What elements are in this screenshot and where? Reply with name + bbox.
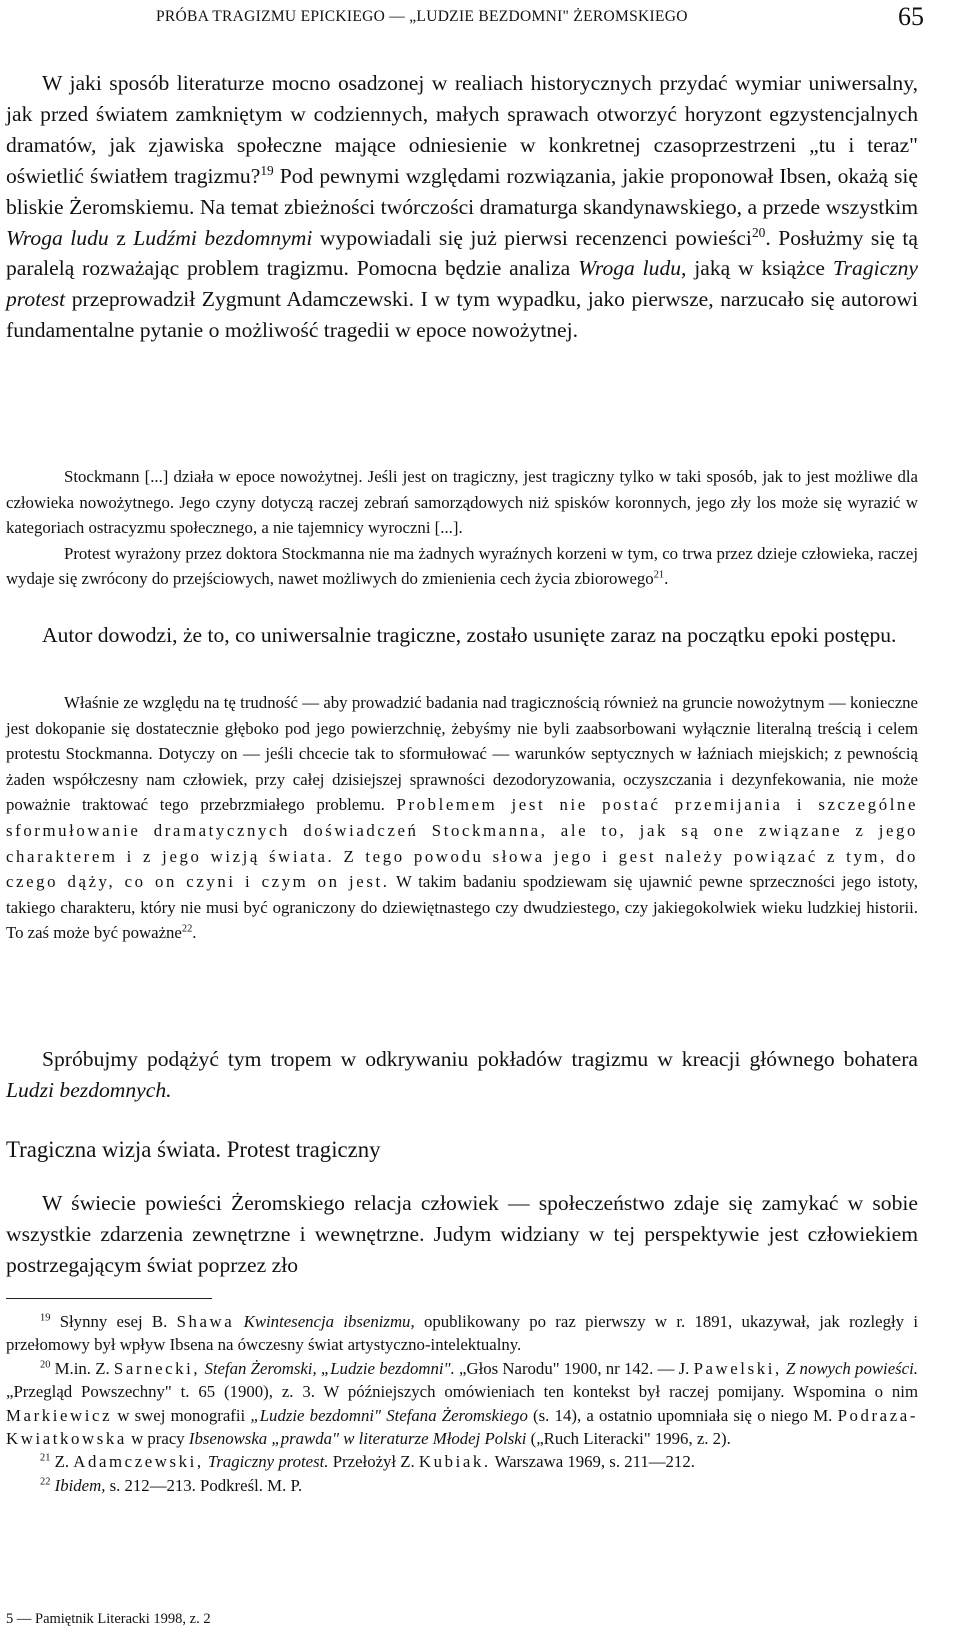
footnotes — [6, 1310, 918, 1497]
block-quote-1 — [6, 464, 918, 592]
paragraph-1: W jaki sposób literaturze mocno osadzonej w realiach historycznych przydać wymiar uniwersalny, jak przed światem zamkniętym w codziennych, małych sprawach otworzyć horyzont egzystencjalnych dramatów, jak zjawiska społeczne mające odniesienie w konkretnej czasoprzestrzeni „tu i teraz" oświetlić światłem tragizmu?$^{19}$ Pod pewnymi względami rozwiązania, jakie proponował Ibsen, okażą się bliskie Żeromskiemu. Na temat zbieżności twórczości dramaturga skandynawskiego, a przede wszystkim Wroga ludu z Ludźmi bezdomnymi wypowiadali się już pierwsi recenzenci powieści$^{20}$. Posłużmy się tą paralelą rozważając problem tragizmu. Pomocna będzie analiza Wroga ludu, jaką w książce Tragiczny protest przeprowadził Zygmunt Adamczewski. I w tym wypadku, jako pierwsze, narzucało się autorowi fundamentalne pytanie o możliwość tragedii w epoce nowożytnej. — [6, 71, 918, 343]
page-number: 65 — [898, 2, 924, 31]
paragraph-2: Autor dowodzi, że to, co uniwersalnie tragiczne, zostało usunięte zaraz na początku epoki postępu. — [42, 623, 897, 647]
footnote-ref-20[interactable]: 20 — [751, 224, 766, 240]
section-heading: Tragiczna wizja świata. Protest tragiczny — [6, 1137, 381, 1162]
footnote-20: $^{20}$ M.in. Z. Sarnecki, Stefan Żeromski, „Ludzie bezdomni". „Głos Narodu" 1900, nr 142. — J. Pawelski, Z nowych powieści. „Przegląd Powszechny" t. 65 (1900), z. 3. W późniejszych omówieniach ten kontekst był raczej pomijany. Wspomina o nim Markiewicz w swej monografii „Ludzie bezdomni" Stefana Żeromskiego (s. 14), a ostatnio upomniała się o niego M. Podraza-Kwiatkowska w pracy Ibsenowska „prawda" w literaturze Młodej Polski („Ruch Literacki" 1996, z. 2). — [6, 1358, 919, 1449]
quote-1-paragraph-1: Stockmann [...] działa w epoce nowożytnej. Jeśli jest on tragiczny, jest tragiczny tylko w taki sposób, jak to jest możliwe dla człowieka nowożytnego. Jego czyny dotyczą raczej zebrań samorządowych niż spisków koronnych, jego zły los może się wyrazić w kategoriach ostracyzmu społecznego, a nie tajemnicy wyroczni [...]. — [6, 467, 918, 538]
footnote-21: $^{21}$ Z. Adamczewski, Tragiczny protest. Przełożył Z. Kubiak. Warszawa 1969, s. 211—212. — [40, 1452, 695, 1472]
footnote-22: $^{22}$ Ibidem, s. 212—213. Podkreśl. M. P. — [40, 1475, 303, 1495]
footnote-ref-19[interactable]: 19 — [260, 162, 274, 178]
quote-2-paragraph: Właśnie ze względu na tę trudność — aby prowadzić badania nad tragicznością również na gruncie nowożytnym — konieczne jest dokopanie się dostatecznie głęboko pod jego powierzchnię, żebyśmy nie byli zaabsorbowani wyłącznie literalną treścią i celem protestu Stockmanna. Dotyczy on — jeśli chcecie tak to sformułować — warunków septycznych w łaźniach miejskich; z pewnością żaden współczesny nam człowiek, przy całej dzisiejszej sprawności dezodoryzowania, oczyszczania i dezynfekowania, nie może poważnie traktować tego przebrzmiałego problemu. Problemem jest nie postać przemijania i szczególne sformułowanie dramatycznych doświadczeń Stockmanna, ale to, jak są one związane z jego charakterem i z jego wizją świata. Z tego powodu słowa jego i gest należy powiązać z tym, do czego dąży, co on czyni i czym on jest. W takim badaniu spodziewam się ujawnić pewne sprzeczności jego istoty, takiego charakteru, który nie musi być ograniczony do dziewiętnastego czy dwudziestego, czy jakiegokolwiek wieku ludzkiej historii. To zaś może być poważne$^{22}$. — [6, 693, 918, 943]
quote-1-paragraph-2: Protest wyrażony przez doktora Stockmanna nie ma żadnych wyraźnych korzeni w tym, co trwa przez dzieje człowieka, raczej wydaje się zwrócony do przejściowych, nawet możliwych do zmienienia cech życia zbiorowego$^{21}$. — [6, 543, 918, 589]
footnote-ref-21[interactable]: 21 — [653, 569, 665, 581]
footnote-ref-22[interactable]: 22 — [181, 923, 193, 935]
paragraph-4: W świecie powieści Żeromskiego relacja człowiek — społeczeństwo zdaje się zamykać w sobie wszystkie zdarzenia zewnętrzne i wewnętrzne. Judym widziany w tej perspektywie jest człowiekiem postrzegającym świat poprzez zło — [6, 1191, 918, 1277]
running-head-title: PRÓBA TRAGIZMU EPICKIEGO — „LUDZIE BEZDOMNI" ŻEROMSKIEGO — [156, 8, 688, 25]
page-footer: 5 — Pamiętnik Literacki 1998, z. 2 — [6, 1611, 211, 1627]
footnote-19: $^{19}$ Słynny esej B. Shawa Kwintesencja ibsenizmu, opublikowany po raz pierwszy w r. 1891, ukazywał, jak rozległy i przełomowy był wpływ Ibsena na ówczesny świat artystyczno-intelektualny. — [6, 1312, 918, 1355]
paragraph-3: Spróbujmy podążyć tym tropem w odkrywaniu pokładów tragizmu w kreacji głównego bohatera Ludzi bezdomnych. — [6, 1047, 918, 1102]
running-head — [146, 2, 924, 36]
footnote-separator — [6, 1298, 212, 1299]
block-quote-2 — [6, 690, 918, 946]
